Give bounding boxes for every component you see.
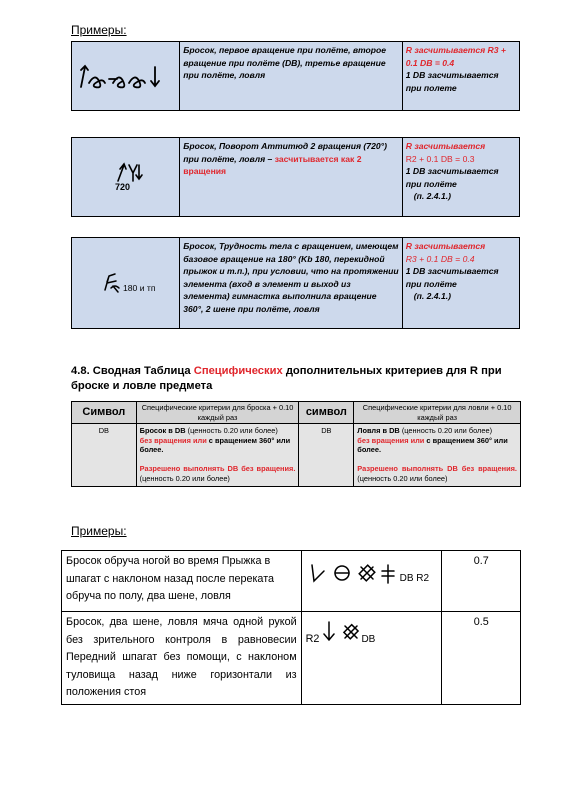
description-cell: Бросок, Трудность тела с вращением, имеющем базовое вращение на 180° (Kb 180, перекидной прыжок и т.п.), при условии, что на протяжении элемента (вход в элемент и выход из элемента) гимнастка выполнила вращение 360°, 2 шене при полёте, ловля xyxy=(180,238,402,329)
body-difficulty-rotation-symbol-icon xyxy=(101,272,121,294)
examples-table xyxy=(61,550,521,705)
symbol-text: DB xyxy=(361,634,376,645)
value-ref: (п. 2.4.1.) xyxy=(413,191,451,202)
examples-heading-2: Примеры: xyxy=(71,524,127,538)
symbol-text: DB R2 xyxy=(399,573,430,584)
example-description: Бросок обруча ногой во время Прыжка в шпагат с наклоном назад после переката обруча по полу, два шене, ловля xyxy=(62,551,302,612)
throw-value: (ценность 0.20 или более) xyxy=(185,426,278,435)
example-table-2 xyxy=(71,137,520,217)
value-black: 1 DB засчитывается при полёте xyxy=(405,166,499,189)
catch-criteria-cell xyxy=(354,424,521,487)
description-cell: Бросок, первое вращение при полёте, второе вращение при полёте (DB), третье вращение при полёте, ловля xyxy=(180,42,402,111)
symbol-cell xyxy=(72,138,180,217)
specific-criteria-table xyxy=(71,401,521,487)
value-red-1: R засчитывается xyxy=(405,141,486,151)
header-catch-criteria: Специфические критерии для ловли + 0.10 каждый раз xyxy=(354,402,521,424)
throw-black: с вращением 360° или более. xyxy=(139,435,291,455)
value-cell xyxy=(402,138,519,217)
throw-allowed-value: (ценность 0.20 или более) xyxy=(139,473,230,483)
catch-symbols-icon xyxy=(319,618,365,646)
value-red: R засчитывается R3 + 0.1 DB = 0.4 xyxy=(405,45,506,68)
symbol-db-2: DB xyxy=(299,424,354,487)
catch-red: без вращения или xyxy=(357,435,425,445)
example-table-3 xyxy=(71,237,520,329)
header-symbol: Символ xyxy=(72,402,137,424)
example-description: Бросок, два шене, ловля мяча одной рукой без зрительного контроля в равновесии Передний шпагат без помощи, с наклоном туловища назад ниже горизонтали из положения стоя xyxy=(62,612,302,705)
example-symbol xyxy=(301,551,442,612)
value-ref: (п. 2.4.1.) xyxy=(413,291,451,302)
example-value: 0.7 xyxy=(442,551,521,612)
section-title-red: Специфических xyxy=(193,365,283,377)
value-black: 1 DB засчитывается при полёте xyxy=(405,266,499,289)
symbol-cell xyxy=(72,238,180,329)
value-red-2: R2 + 0.1 DB = 0.3 xyxy=(405,153,475,164)
description-text: Бросок, Поворот Аттитюд 2 вращения (720°) при полёте, ловля – xyxy=(183,141,387,164)
description-cell xyxy=(180,138,402,217)
header-symbol-2: символ xyxy=(299,402,354,424)
example-value: 0.5 xyxy=(442,612,521,705)
symbol-db: DB xyxy=(72,424,137,487)
header-throw-criteria: Специфические критерии для броска + 0.10 каждый раз xyxy=(136,402,299,424)
throw-bold: Бросок в DB xyxy=(139,426,186,435)
value-cell xyxy=(402,238,519,329)
examples-heading: Примеры: xyxy=(71,23,127,37)
value-black: 1 DB засчитывается при полете xyxy=(405,70,499,93)
throw-rotation-catch-symbol-icon xyxy=(75,61,170,91)
symbol-label: 720 xyxy=(115,181,131,192)
section-title-part: . Сводная Таблица xyxy=(86,365,194,377)
example-symbol xyxy=(301,612,442,705)
throw-red: без вращения или xyxy=(139,435,207,445)
symbol-cell xyxy=(72,42,180,111)
section-heading xyxy=(71,364,521,394)
catch-black: с вращением 360° или более. xyxy=(357,435,508,455)
catch-value: (ценность 0.20 или более) xyxy=(399,426,493,435)
leg-throw-symbols-icon xyxy=(306,561,406,585)
value-red-1: R засчитывается xyxy=(405,241,486,251)
value-cell xyxy=(402,42,519,111)
catch-allowed-value: (ценность 0.20 или более) xyxy=(357,473,448,483)
throw-criteria-cell xyxy=(136,424,299,487)
throw-allowed-red: Разрешено выполнять DB без вращения. xyxy=(139,464,296,474)
attitude-turn-symbol-icon xyxy=(115,161,145,183)
description-red: засчитывается как 2 вращения xyxy=(183,153,362,177)
section-number: 4.8 xyxy=(71,365,87,377)
section-title-part: дополнительных критериев для R при броске и ловле предмета xyxy=(71,365,502,392)
symbol-label: 180 и тп xyxy=(123,282,156,293)
symbol-prefix: R2 xyxy=(305,633,320,645)
catch-allowed-red: Разрешено выполнять DB без вращения. xyxy=(357,464,517,474)
value-red-2: R3 + 0.1 DB = 0.4 xyxy=(405,253,475,264)
catch-bold: Ловля в DB xyxy=(357,426,400,435)
example-table-1 xyxy=(71,41,520,111)
